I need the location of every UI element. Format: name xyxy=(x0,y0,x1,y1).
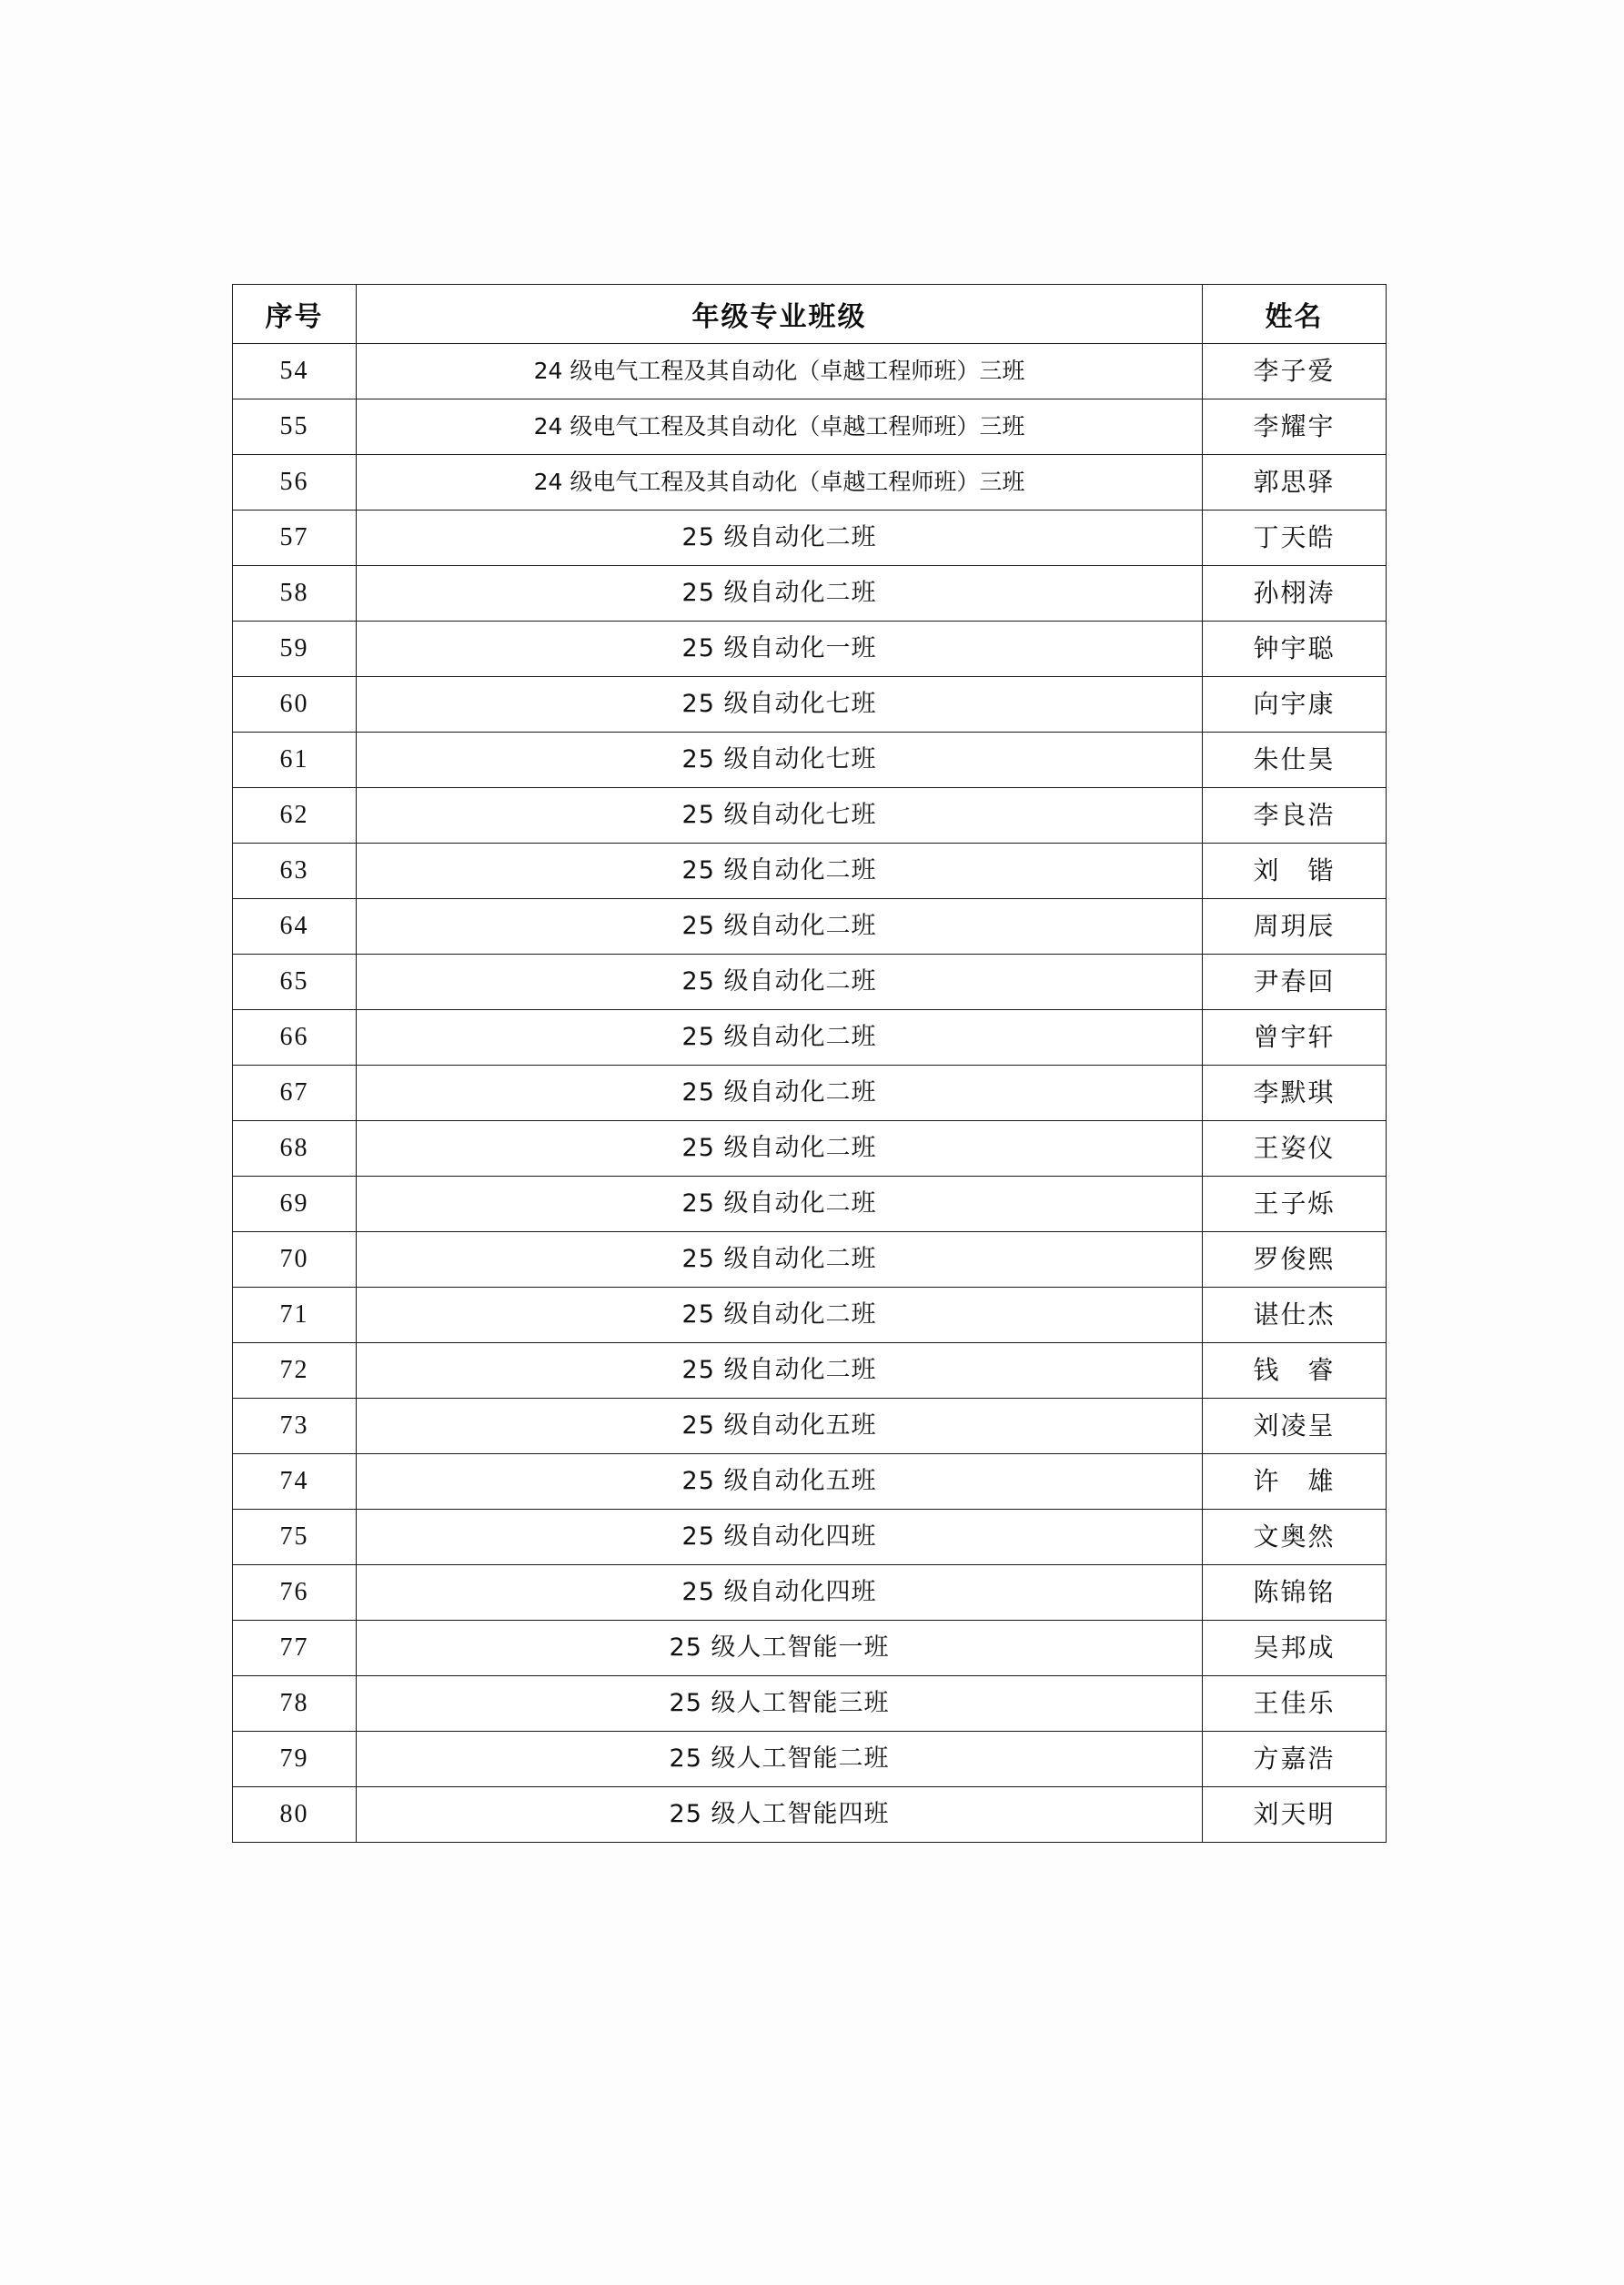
column-header-class: 年级专业班级 xyxy=(357,285,1203,344)
cell-class: 25 级自动化二班 xyxy=(357,1288,1203,1343)
cell-class: 25 级自动化二班 xyxy=(357,899,1203,955)
cell-class: 25 级自动化五班 xyxy=(357,1454,1203,1510)
table-body xyxy=(233,344,1387,1843)
cell-class: 25 级自动化二班 xyxy=(357,1010,1203,1066)
cell-index: 73 xyxy=(233,1399,357,1454)
cell-class: 25 级人工智能二班 xyxy=(357,1732,1203,1787)
roster-sheet xyxy=(232,284,1386,1843)
cell-index: 80 xyxy=(233,1787,357,1843)
table-row xyxy=(233,1454,1387,1510)
cell-name: 周玥辰 xyxy=(1203,899,1387,955)
cell-index: 57 xyxy=(233,511,357,566)
cell-class: 25 级自动化四班 xyxy=(357,1565,1203,1621)
table-row xyxy=(233,1066,1387,1121)
cell-class: 25 级自动化五班 xyxy=(357,1399,1203,1454)
cell-class: 25 级自动化二班 xyxy=(357,566,1203,622)
table-row xyxy=(233,1343,1387,1399)
cell-index: 58 xyxy=(233,566,357,622)
cell-index: 59 xyxy=(233,622,357,677)
table-row xyxy=(233,622,1387,677)
table-header xyxy=(233,285,1387,344)
cell-class: 24 级电气工程及其自动化（卓越工程师班）三班 xyxy=(357,399,1203,455)
cell-index: 63 xyxy=(233,844,357,899)
cell-class: 25 级自动化二班 xyxy=(357,1066,1203,1121)
table-row xyxy=(233,566,1387,622)
cell-index: 69 xyxy=(233,1177,357,1232)
cell-name: 吴邦成 xyxy=(1203,1621,1387,1676)
table-row xyxy=(233,1565,1387,1621)
cell-index: 79 xyxy=(233,1732,357,1787)
column-header-index: 序号 xyxy=(233,285,357,344)
cell-index: 60 xyxy=(233,677,357,733)
table-row xyxy=(233,1177,1387,1232)
table-row xyxy=(233,1121,1387,1177)
table-row xyxy=(233,344,1387,399)
cell-index: 76 xyxy=(233,1565,357,1621)
cell-name: 王子烁 xyxy=(1203,1177,1387,1232)
cell-class: 24 级电气工程及其自动化（卓越工程师班）三班 xyxy=(357,344,1203,399)
table-row xyxy=(233,1510,1387,1565)
cell-name: 许 雄 xyxy=(1203,1454,1387,1510)
table-row xyxy=(233,1399,1387,1454)
cell-index: 77 xyxy=(233,1621,357,1676)
cell-name: 尹春回 xyxy=(1203,955,1387,1010)
cell-name: 朱仕昊 xyxy=(1203,733,1387,788)
cell-name: 李默琪 xyxy=(1203,1066,1387,1121)
cell-name: 孙栩涛 xyxy=(1203,566,1387,622)
cell-class: 25 级自动化四班 xyxy=(357,1510,1203,1565)
cell-name: 李耀宇 xyxy=(1203,399,1387,455)
cell-name: 刘凌呈 xyxy=(1203,1399,1387,1454)
cell-name: 陈锦铭 xyxy=(1203,1565,1387,1621)
table-row xyxy=(233,1732,1387,1787)
table-row xyxy=(233,511,1387,566)
column-header-name: 姓名 xyxy=(1203,285,1387,344)
roster-table xyxy=(232,284,1387,1843)
cell-class: 25 级自动化二班 xyxy=(357,1177,1203,1232)
cell-class: 25 级自动化二班 xyxy=(357,511,1203,566)
cell-index: 74 xyxy=(233,1454,357,1510)
cell-class: 25 级自动化七班 xyxy=(357,733,1203,788)
cell-name: 钟宇聪 xyxy=(1203,622,1387,677)
table-row xyxy=(233,1676,1387,1732)
cell-index: 65 xyxy=(233,955,357,1010)
cell-name: 文奥然 xyxy=(1203,1510,1387,1565)
cell-name: 方嘉浩 xyxy=(1203,1732,1387,1787)
cell-class: 25 级自动化二班 xyxy=(357,844,1203,899)
cell-class: 25 级自动化一班 xyxy=(357,622,1203,677)
cell-index: 54 xyxy=(233,344,357,399)
cell-class: 25 级自动化七班 xyxy=(357,677,1203,733)
cell-name: 曾宇轩 xyxy=(1203,1010,1387,1066)
cell-class: 24 级电气工程及其自动化（卓越工程师班）三班 xyxy=(357,455,1203,511)
cell-name: 谌仕杰 xyxy=(1203,1288,1387,1343)
cell-class: 25 级自动化二班 xyxy=(357,955,1203,1010)
table-row xyxy=(233,1288,1387,1343)
cell-index: 55 xyxy=(233,399,357,455)
cell-index: 62 xyxy=(233,788,357,844)
cell-index: 64 xyxy=(233,899,357,955)
table-row xyxy=(233,899,1387,955)
table-row xyxy=(233,1232,1387,1288)
cell-index: 61 xyxy=(233,733,357,788)
table-row xyxy=(233,733,1387,788)
cell-name: 王佳乐 xyxy=(1203,1676,1387,1732)
cell-name: 李子爱 xyxy=(1203,344,1387,399)
cell-index: 75 xyxy=(233,1510,357,1565)
cell-class: 25 级自动化七班 xyxy=(357,788,1203,844)
cell-name: 丁天皓 xyxy=(1203,511,1387,566)
cell-class: 25 级自动化二班 xyxy=(357,1232,1203,1288)
cell-index: 72 xyxy=(233,1343,357,1399)
cell-name: 罗俊熙 xyxy=(1203,1232,1387,1288)
cell-name: 钱 睿 xyxy=(1203,1343,1387,1399)
cell-index: 67 xyxy=(233,1066,357,1121)
table-row xyxy=(233,399,1387,455)
cell-name: 李良浩 xyxy=(1203,788,1387,844)
cell-index: 56 xyxy=(233,455,357,511)
cell-class: 25 级自动化二班 xyxy=(357,1343,1203,1399)
cell-name: 刘天明 xyxy=(1203,1787,1387,1843)
table-row xyxy=(233,1010,1387,1066)
cell-index: 68 xyxy=(233,1121,357,1177)
cell-name: 王姿仪 xyxy=(1203,1121,1387,1177)
cell-index: 66 xyxy=(233,1010,357,1066)
cell-index: 71 xyxy=(233,1288,357,1343)
cell-index: 70 xyxy=(233,1232,357,1288)
table-row xyxy=(233,1787,1387,1843)
cell-name: 刘 锴 xyxy=(1203,844,1387,899)
table-row xyxy=(233,955,1387,1010)
table-row xyxy=(233,677,1387,733)
table-row xyxy=(233,1621,1387,1676)
table-row xyxy=(233,455,1387,511)
cell-name: 向宇康 xyxy=(1203,677,1387,733)
table-row xyxy=(233,788,1387,844)
table-row xyxy=(233,844,1387,899)
cell-class: 25 级人工智能四班 xyxy=(357,1787,1203,1843)
cell-class: 25 级自动化二班 xyxy=(357,1121,1203,1177)
cell-index: 78 xyxy=(233,1676,357,1732)
header-row xyxy=(233,285,1387,344)
cell-class: 25 级人工智能一班 xyxy=(357,1621,1203,1676)
cell-class: 25 级人工智能三班 xyxy=(357,1676,1203,1732)
cell-name: 郭思驿 xyxy=(1203,455,1387,511)
